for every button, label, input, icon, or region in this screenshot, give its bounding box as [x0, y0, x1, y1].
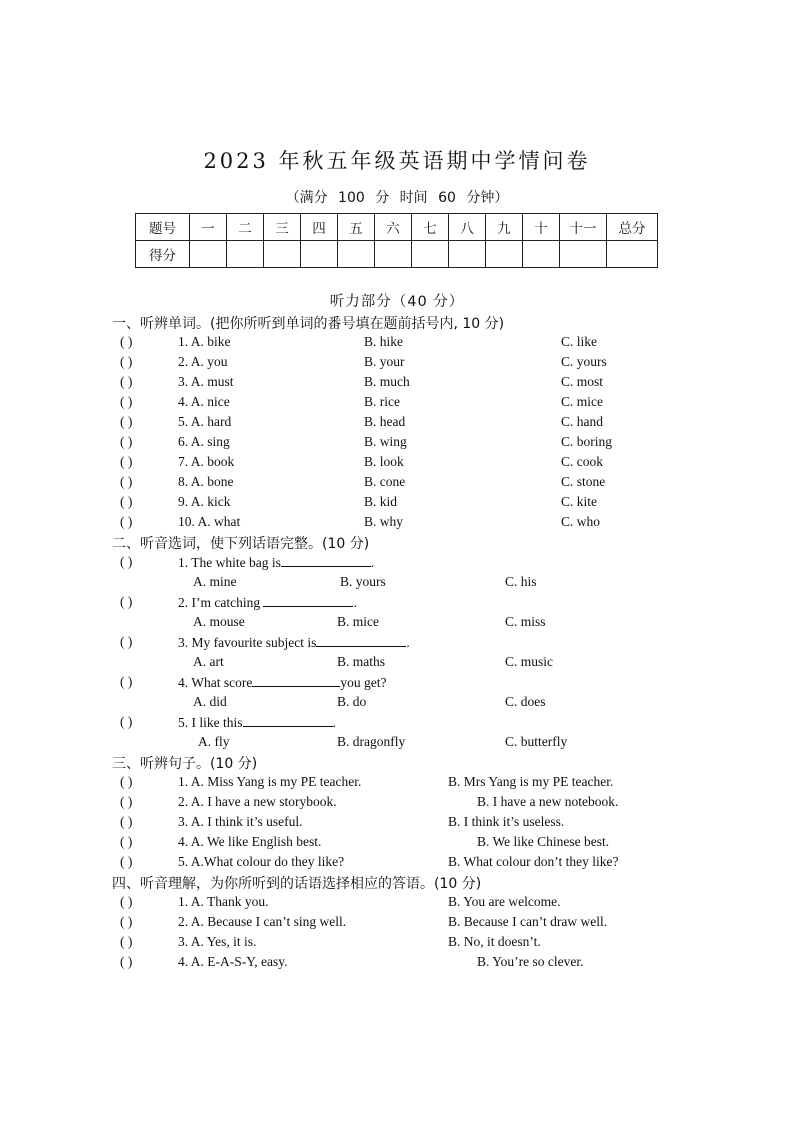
- option-b: B. your: [364, 354, 405, 369]
- question-stem: 1. The white bag is: [178, 555, 281, 570]
- answer-paren[interactable]: ( ): [120, 934, 133, 949]
- question-row: [0, 914, 794, 934]
- option-c: C. like: [561, 334, 597, 349]
- answer-paren[interactable]: ( ): [120, 954, 133, 969]
- option-c: C. does: [505, 694, 546, 709]
- score-table: [135, 213, 658, 268]
- score-cell[interactable]: [264, 241, 301, 268]
- score-cell[interactable]: [449, 241, 486, 268]
- option-b: B. mice: [337, 614, 379, 629]
- question-row: [0, 714, 794, 734]
- score-cell[interactable]: [375, 241, 412, 268]
- option-b: B. We like Chinese best.: [477, 834, 610, 849]
- question-text: [178, 594, 357, 611]
- header-cell: 五: [338, 214, 375, 241]
- question-stem: 4. What score: [178, 675, 253, 690]
- header-cell: 十: [523, 214, 560, 241]
- answer-paren[interactable]: ( ): [120, 394, 133, 409]
- answer-paren[interactable]: ( ): [120, 494, 133, 509]
- options-row: [0, 734, 794, 754]
- option-a: 2. A. I have a new storybook.: [178, 794, 337, 809]
- answer-blank[interactable]: [281, 554, 371, 567]
- question-stem: 5. I like this: [178, 715, 243, 730]
- options-row: [0, 694, 794, 714]
- answer-paren[interactable]: ( ): [120, 834, 133, 849]
- answer-paren[interactable]: ( ): [120, 714, 133, 729]
- score-table-score-row: [136, 241, 658, 268]
- header-cell: 总分: [607, 214, 658, 241]
- option-c: C. most: [561, 374, 604, 389]
- option-c: C. miss: [505, 614, 546, 629]
- header-cell: 八: [449, 214, 486, 241]
- question-text: [178, 714, 336, 731]
- answer-paren[interactable]: ( ): [120, 354, 133, 369]
- question-row: [0, 334, 794, 354]
- header-cell: 题号: [136, 214, 190, 241]
- option-a: 5. A. hard: [178, 414, 232, 429]
- answer-paren[interactable]: ( ): [120, 594, 133, 609]
- header-cell: 四: [301, 214, 338, 241]
- score-cell[interactable]: [412, 241, 449, 268]
- option-a: 10. A. what: [178, 514, 241, 529]
- answer-paren[interactable]: ( ): [120, 334, 133, 349]
- option-c: C. yours: [561, 354, 607, 369]
- score-cell[interactable]: [486, 241, 523, 268]
- answer-blank[interactable]: [263, 594, 353, 607]
- section-4-title: 四、听音理解，为你所听到的话语选择相应的答语。(10 分): [112, 876, 482, 892]
- option-b: B. You are welcome.: [448, 894, 561, 909]
- option-b: B. You’re so clever.: [477, 954, 584, 969]
- option-b: B. head: [364, 414, 406, 429]
- question-row: [0, 394, 794, 414]
- options-row: [0, 654, 794, 674]
- row-label-cell: 得分: [136, 241, 190, 268]
- header-cell: 九: [486, 214, 523, 241]
- question-row: [0, 674, 794, 694]
- page-title: 2023 年秋五年级英语期中学情问卷: [203, 149, 591, 173]
- question-row: [0, 954, 794, 974]
- answer-blank[interactable]: [316, 634, 406, 647]
- option-a: 1. A. Thank you.: [178, 894, 269, 909]
- answer-paren[interactable]: ( ): [120, 914, 133, 929]
- option-b: B. dragonfly: [337, 734, 406, 749]
- option-a: 6. A. sing: [178, 434, 230, 449]
- score-cell[interactable]: [338, 241, 375, 268]
- question-tail: .: [370, 555, 375, 570]
- option-a: A. mine: [193, 574, 237, 589]
- answer-paren[interactable]: ( ): [120, 454, 133, 469]
- option-a: 3. A. must: [178, 374, 234, 389]
- exam-info: （满分 100 分 时间 60 分钟）: [285, 190, 509, 206]
- answer-paren[interactable]: ( ): [120, 894, 133, 909]
- header-cell: 十一: [560, 214, 607, 241]
- answer-blank[interactable]: [243, 714, 333, 727]
- score-cell[interactable]: [560, 241, 607, 268]
- option-b: B. kid: [364, 494, 398, 509]
- question-text: [178, 554, 374, 571]
- option-b: B. hike: [364, 334, 403, 349]
- option-b: B. cone: [364, 474, 406, 489]
- option-b: B. maths: [337, 654, 386, 669]
- option-a: 8. A. bone: [178, 474, 234, 489]
- section-1-title: 一、听辨单词。(把你所听到单词的番号填在题前括号内, 10 分): [112, 316, 505, 332]
- answer-paren[interactable]: ( ): [120, 674, 133, 689]
- option-a: 1. A. Miss Yang is my PE teacher.: [178, 774, 362, 789]
- question-stem: 3. My favourite subject is: [178, 635, 317, 650]
- question-row: [0, 894, 794, 914]
- question-row: [0, 474, 794, 494]
- option-b: B. do: [337, 694, 367, 709]
- score-cell[interactable]: [190, 241, 227, 268]
- score-cell[interactable]: [607, 241, 658, 268]
- option-c: C. boring: [561, 434, 613, 449]
- section-3-title: 三、听辨句子。(10 分): [112, 756, 258, 772]
- question-text: [178, 634, 410, 651]
- header-cell: 一: [190, 214, 227, 241]
- question-text: [178, 674, 386, 691]
- score-cell[interactable]: [227, 241, 264, 268]
- option-a: 7. A. book: [178, 454, 235, 469]
- question-row: [0, 454, 794, 474]
- question-row: [0, 554, 794, 574]
- option-a: 3. A. Yes, it is.: [178, 934, 257, 949]
- option-a: 1. A. bike: [178, 334, 231, 349]
- options-row: [0, 614, 794, 634]
- answer-paren[interactable]: ( ): [120, 474, 133, 489]
- answer-paren[interactable]: ( ): [120, 634, 133, 649]
- option-a: 2. A. you: [178, 354, 228, 369]
- question-stem: 2. I’m catching: [178, 595, 264, 610]
- score-cell[interactable]: [301, 241, 338, 268]
- option-a: A. fly: [198, 734, 230, 749]
- option-b: B. I have a new notebook.: [477, 794, 619, 809]
- header-cell: 三: [264, 214, 301, 241]
- answer-paren[interactable]: ( ): [120, 434, 133, 449]
- answer-paren[interactable]: ( ): [120, 814, 133, 829]
- option-b: B. look: [364, 454, 404, 469]
- option-c: C. cook: [561, 454, 603, 469]
- question-row: [0, 834, 794, 854]
- header-cell: 二: [227, 214, 264, 241]
- question-row: [0, 594, 794, 614]
- option-b: B. much: [364, 374, 410, 389]
- option-c: C. kite: [561, 494, 597, 509]
- option-a: 4. A. E-A-S-Y, easy.: [178, 954, 288, 969]
- option-a: 4. A. We like English best.: [178, 834, 322, 849]
- option-c: C. stone: [561, 474, 606, 489]
- option-a: 2. A. Because I can’t sing well.: [178, 914, 347, 929]
- score-cell[interactable]: [523, 241, 560, 268]
- question-tail: you get?: [340, 675, 387, 690]
- option-c: C. butterfly: [505, 734, 568, 749]
- question-row: [0, 774, 794, 794]
- option-a: 3. A. I think it’s useful.: [178, 814, 303, 829]
- option-b: B. What colour don’t they like?: [448, 854, 619, 869]
- answer-paren[interactable]: ( ): [120, 514, 133, 529]
- option-b: B. why: [364, 514, 404, 529]
- answer-paren[interactable]: ( ): [120, 414, 133, 429]
- option-a: 5. A.What colour do they like?: [178, 854, 345, 869]
- option-b: B. yours: [340, 574, 386, 589]
- option-a: A. art: [193, 654, 224, 669]
- option-b: B. rice: [364, 394, 400, 409]
- score-table-header-row: [136, 214, 658, 241]
- question-tail: .: [332, 715, 336, 730]
- option-a: A. did: [193, 694, 227, 709]
- question-row: [0, 434, 794, 454]
- option-a: A. mouse: [193, 614, 245, 629]
- option-b: B. No, it doesn’t.: [448, 934, 541, 949]
- answer-paren[interactable]: ( ): [120, 794, 133, 809]
- listening-part-title: 听力部分（40 分）: [329, 294, 465, 310]
- answer-paren[interactable]: ( ): [120, 374, 133, 389]
- question-row: [0, 354, 794, 374]
- header-cell: 六: [375, 214, 412, 241]
- question-row: [0, 814, 794, 834]
- question-row: [0, 494, 794, 514]
- question-tail: .: [406, 635, 410, 650]
- question-row: [0, 794, 794, 814]
- option-b: B. Because I can’t draw well.: [448, 914, 608, 929]
- header-cell: 七: [412, 214, 449, 241]
- option-c: C. music: [505, 654, 554, 669]
- question-tail: .: [353, 595, 357, 610]
- option-c: C. mice: [561, 394, 603, 409]
- option-c: C. who: [561, 514, 601, 529]
- question-row: [0, 634, 794, 654]
- option-b: B. Mrs Yang is my PE teacher.: [448, 774, 614, 789]
- option-b: B. wing: [364, 434, 407, 449]
- answer-blank[interactable]: [252, 674, 340, 687]
- answer-paren[interactable]: ( ): [120, 854, 133, 869]
- question-row: [0, 414, 794, 434]
- question-row: [0, 374, 794, 394]
- options-row: [0, 574, 794, 594]
- section-2-title: 二、听音选词，使下列话语完整。(10 分): [112, 536, 370, 552]
- option-a: 9. A. kick: [178, 494, 231, 509]
- question-row: [0, 514, 794, 534]
- question-row: [0, 854, 794, 874]
- option-c: C. hand: [561, 414, 603, 429]
- question-row: [0, 934, 794, 954]
- option-c: C. his: [505, 574, 537, 589]
- option-a: 4. A. nice: [178, 394, 230, 409]
- option-b: B. I think it’s useless.: [448, 814, 565, 829]
- answer-paren[interactable]: ( ): [120, 554, 133, 569]
- answer-paren[interactable]: ( ): [120, 774, 133, 789]
